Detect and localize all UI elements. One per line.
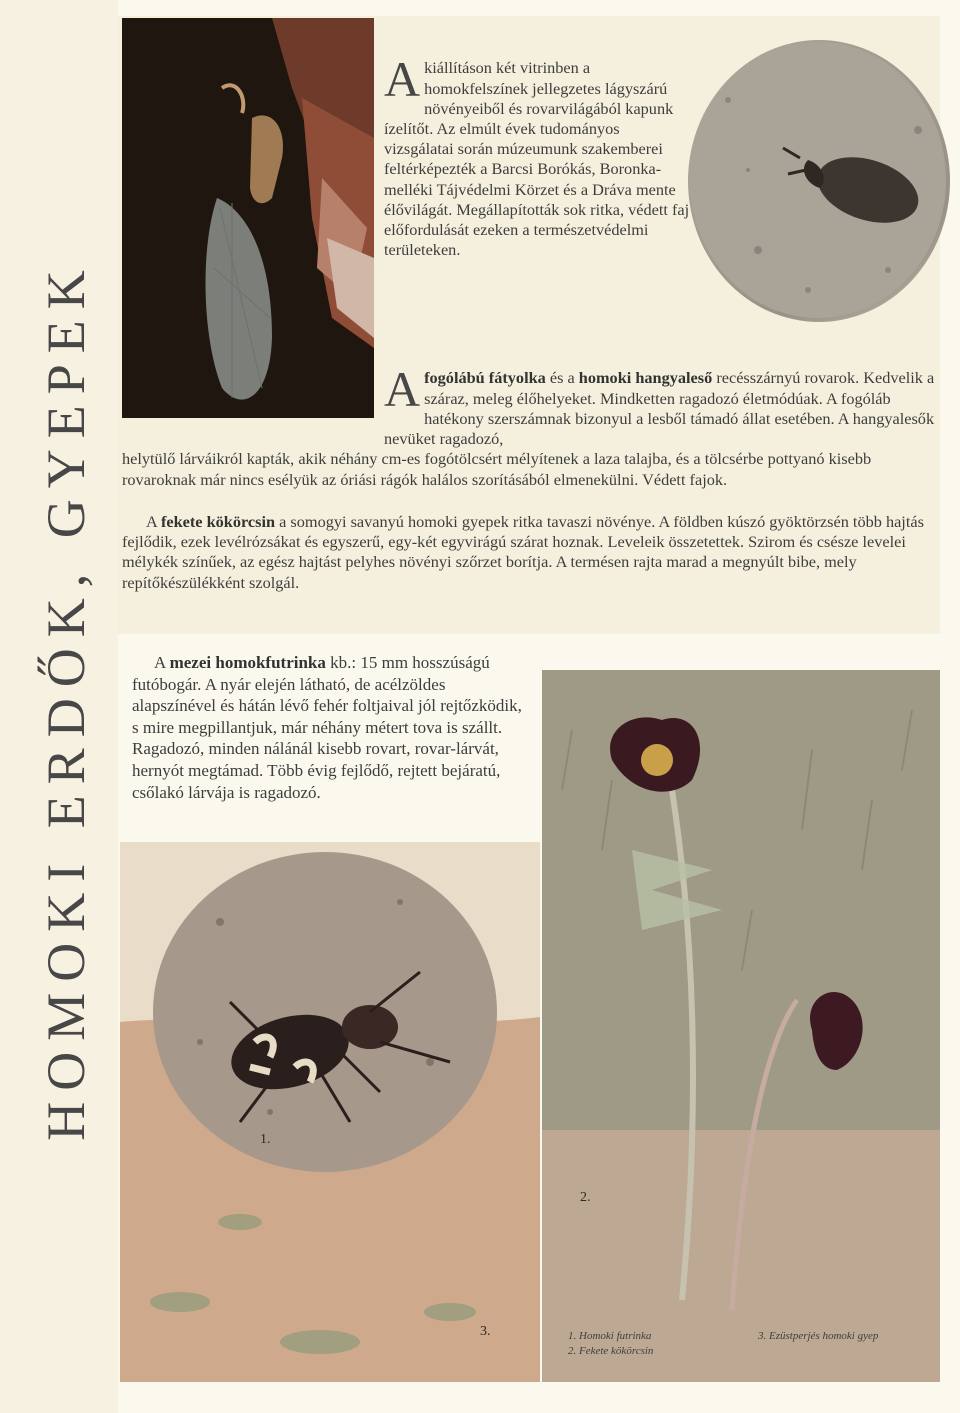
caption-3: 3. Ezüstperjés homoki gyep (758, 1330, 879, 1342)
pasque-flower-illustration (542, 670, 940, 1382)
photo-number-2: 2. (580, 1190, 591, 1205)
pasque-text-0: A (146, 512, 161, 531)
lacewing-illustration (122, 18, 374, 418)
caption-1: 1. Homoki futrinka (568, 1330, 652, 1342)
lacewing-name: fogólábú fátyolka (424, 368, 546, 388)
pasque-text: a somogyi savanyú homoki gyepek ritka tavaszi növénye. A földben kúszó gyöktörzsén több hajtás fejlődik, ezek levélrózsákat és egyszerű, egy-két egyvirágú szárat hoznak. Leveleik összetettek. Szirom és csésze levelei mélykék színűek, az egész hajtást pelyhes növényi szőrzet borítja. A termésen rajta marad a megnyúlt bibe, mely repítőkészülékként szolgál. (122, 512, 924, 592)
antlion-text-1: és a (545, 368, 579, 388)
tiger-beetle-illustration (120, 842, 540, 1382)
section-title: HOMOKI ERDŐK, GYEPEK (36, 259, 96, 1141)
tiger-text-0: A (154, 653, 170, 672)
lacewing-photo (122, 18, 374, 418)
antlion-text-2: recésszárnyú rovarok. Kedvelik a száraz, meleg élőhelyeket. Mindketten ragadozó életmódúak. A fogóláb hatékony szerszámnak bizonyul a lesből támadó állat esetében. A hangyalesők nevüket ragadozó, (384, 368, 935, 448)
pasque-paragraph (122, 512, 942, 593)
spine (0, 0, 118, 1413)
intro-dropcap: A (384, 51, 421, 108)
antlion-photo (688, 40, 950, 322)
tiger-beetle-name: mezei homokfutrinka (169, 653, 326, 672)
antlion-dropcap: A (384, 361, 421, 418)
photo-number-1: 1. (260, 1132, 271, 1147)
intro-paragraph (384, 51, 690, 260)
antlion-paragraph-continued: helytülő lárváikról kapták, akik néhány cm-es fogótölcsért mélyítenek a laza talajba, és a tölcsérbe pottyanó kisebb rovaroknak már nincs esélyük az óriási rágók halálos szorításából elmenekülni. Védett fajok. (122, 449, 872, 489)
caption-2: 2. Fekete kökörcsin (568, 1345, 654, 1357)
pasque-flower-photo (542, 670, 940, 1382)
intro-text: kiállításon két vitrinben a homokfelszínek jellegzetes lágyszárú növényeiből és rovarvilágából kapunk ízelítőt. Az elmúlt évek tudományos vizsgálatai során múzeumunk szakemberei feltérképezték a Barcsi Borókás, Boronka-melléki Tájvédelmi Körzet és a Dráva mente élővilágát. Megállapították sok ritka, védett faj előfordulását ezeken a természetvédelmi területeken. (384, 58, 690, 260)
antlion-paragraph (384, 361, 944, 449)
tiger-beetle-photo (120, 842, 540, 1382)
pasque-name: fekete kökörcsin (160, 512, 276, 531)
antlion-name: homoki hangyaleső (578, 368, 713, 388)
tiger-beetle-paragraph (132, 652, 528, 803)
photo-number-3: 3. (480, 1324, 491, 1339)
tiger-text: kb.: 15 mm hosszúságú futóbogár. A nyár elején látható, de acélzöldes alapszínével és hátán lévő fehér foltjaival jól rejtőzködik, s mire megpillantjuk, már néhány métert tova is szállt. Ragadozó, minden nálánál kisebb rovart, rovar-lárvát, hernyót megtámad. Több évig fejlődő, rejtett bejáratú, csőlakó lárvája is ragadozó. (132, 653, 522, 802)
antlion-illustration (688, 40, 950, 322)
